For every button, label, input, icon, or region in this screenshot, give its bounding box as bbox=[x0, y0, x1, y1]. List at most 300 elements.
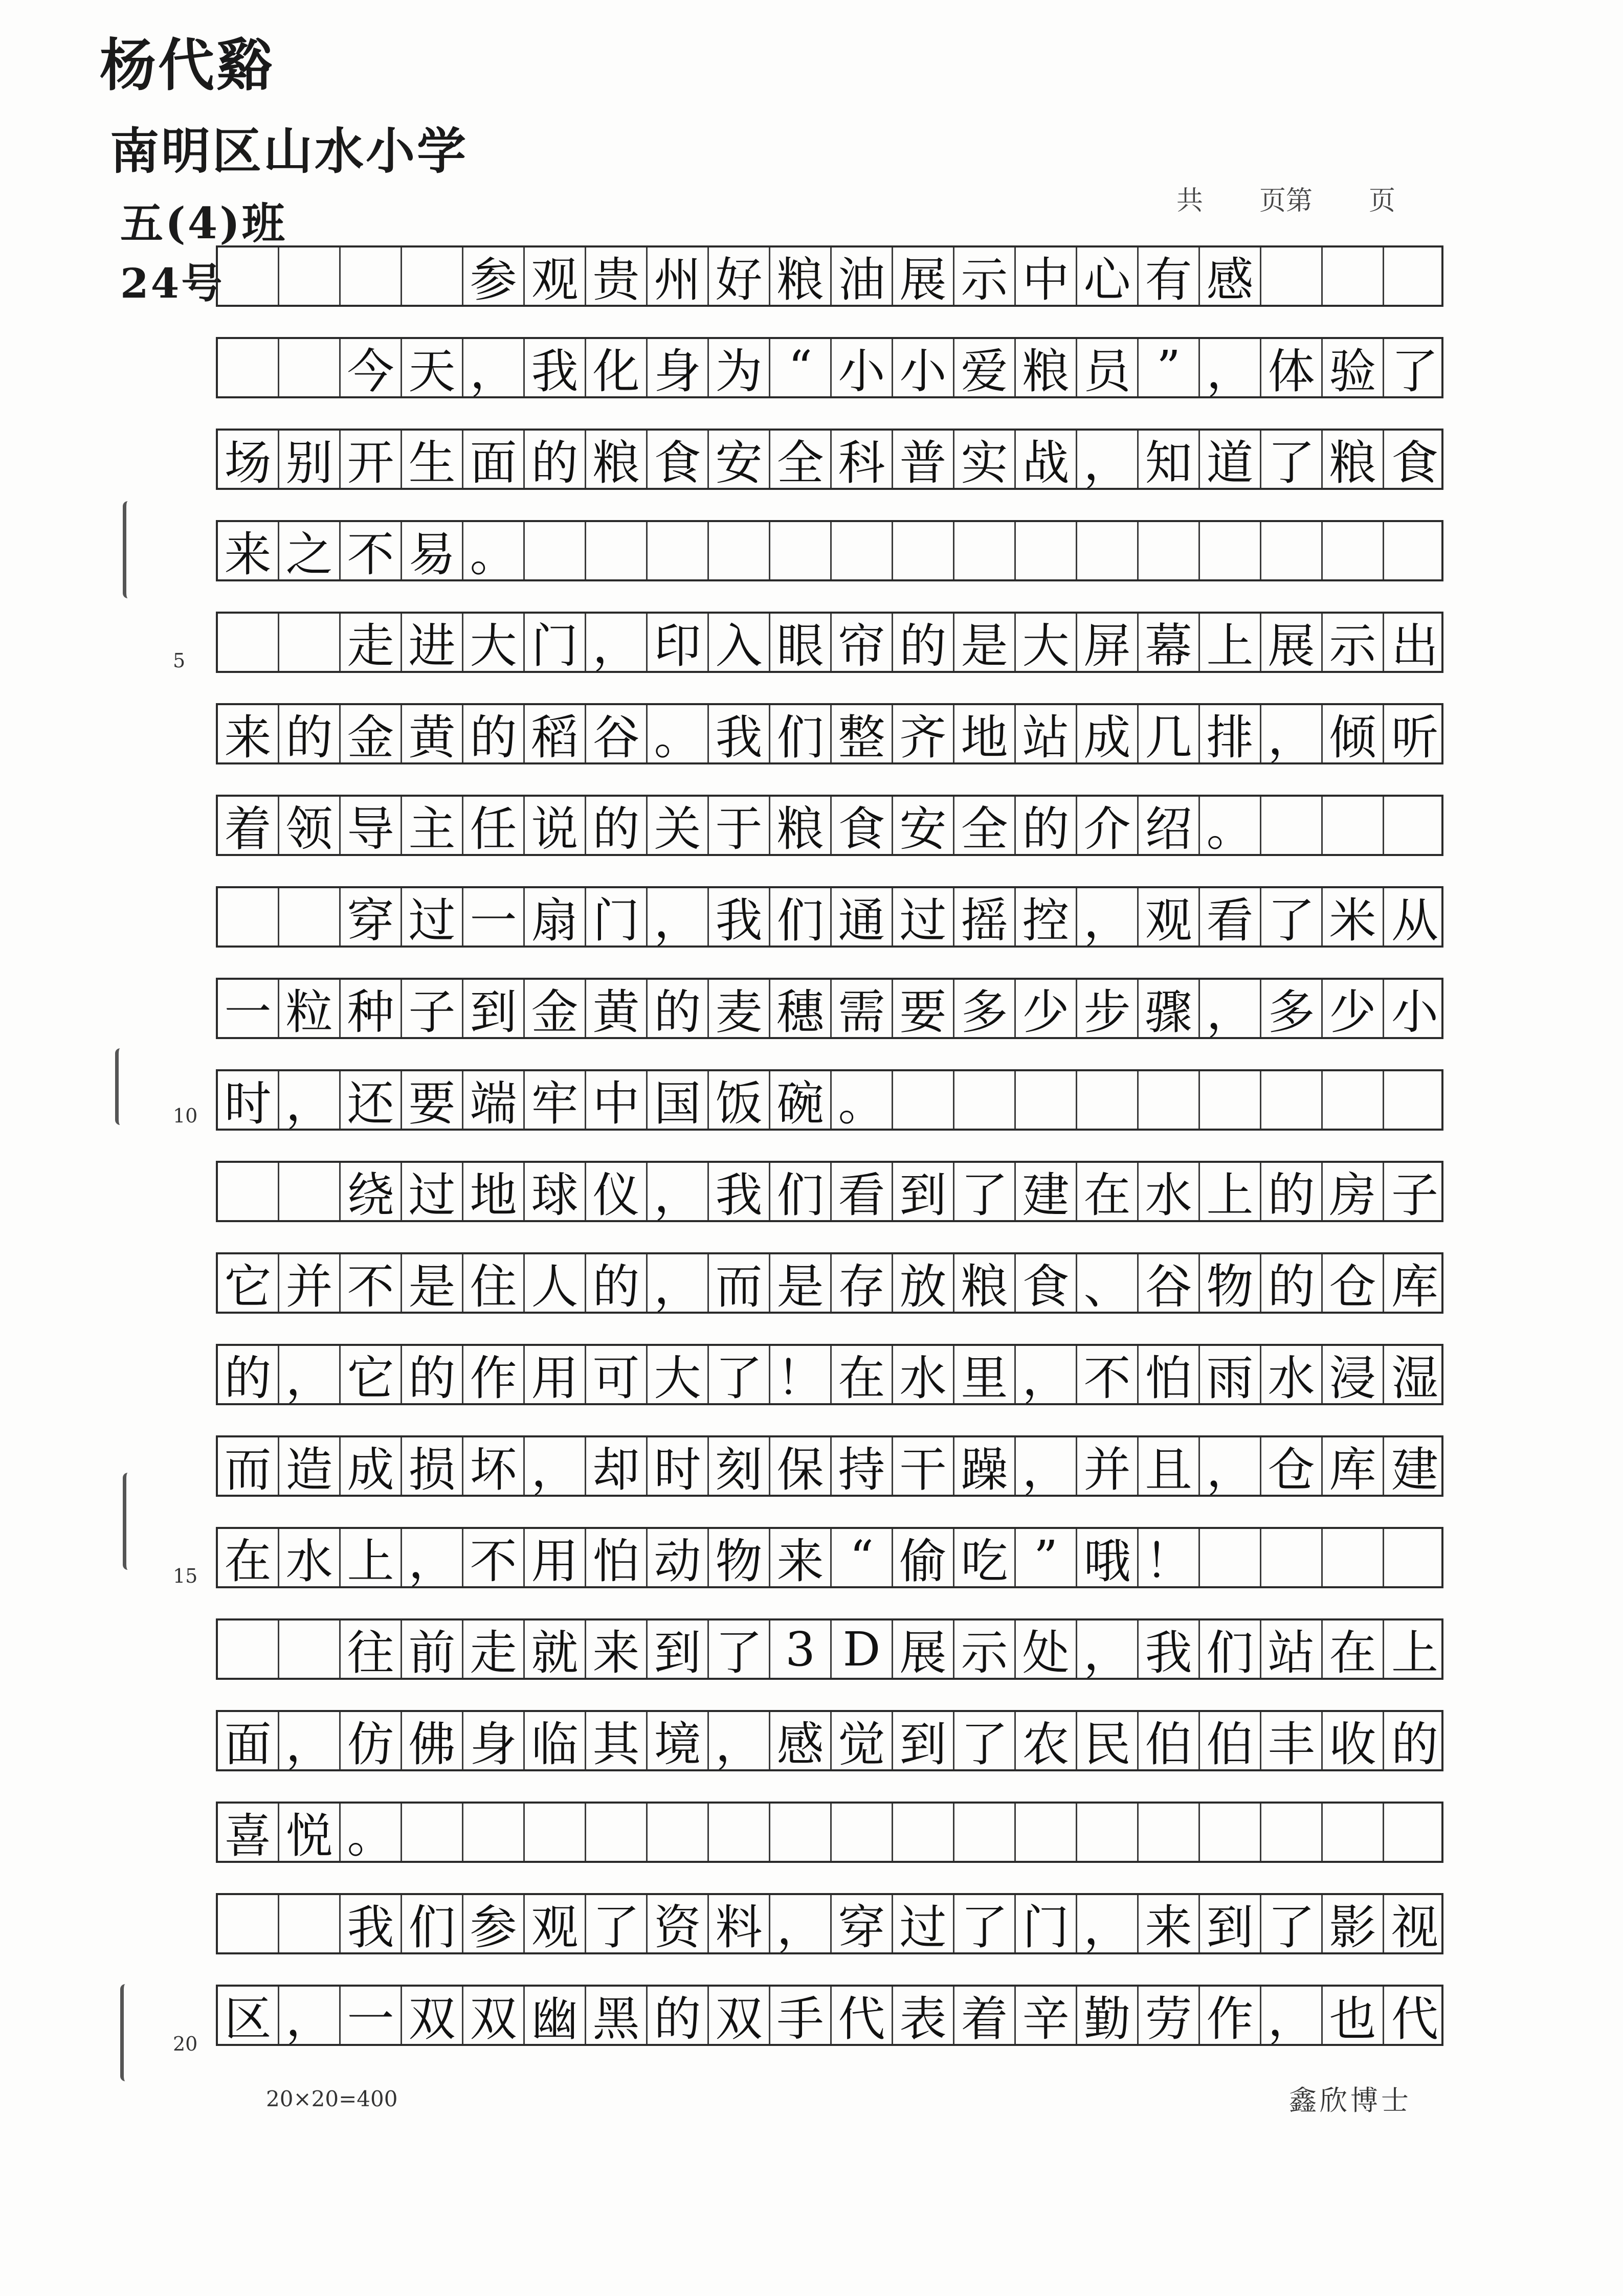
grid-cell: 排 bbox=[1200, 705, 1261, 762]
grid-cell: 民 bbox=[1077, 1712, 1139, 1769]
grid-row bbox=[216, 703, 1443, 764]
grid-cell bbox=[402, 247, 463, 305]
grid-cell bbox=[279, 1895, 341, 1952]
grid-cell: 展 bbox=[893, 1620, 954, 1678]
grid-cell: ， bbox=[525, 1437, 586, 1495]
student-number: 24号 bbox=[120, 259, 225, 307]
grid-cell bbox=[1384, 247, 1446, 305]
grid-cell: 身 bbox=[648, 339, 709, 396]
grid-cell: 是 bbox=[954, 614, 1016, 671]
grid-cell: 绍 bbox=[1139, 797, 1200, 854]
grid-cell bbox=[893, 1071, 954, 1129]
grid-cell: 别 bbox=[279, 431, 341, 488]
grid-cell bbox=[279, 247, 341, 305]
grid-cell: 的 bbox=[463, 705, 525, 762]
grid-cell: 扇 bbox=[525, 888, 586, 946]
grid-cell: 食 bbox=[1391, 436, 1438, 490]
grid-cell: 双 bbox=[463, 1987, 525, 2044]
grid-cell: 怕 bbox=[1139, 1346, 1200, 1403]
grid-cell: 国 bbox=[648, 1071, 709, 1129]
grid-cell: 的 bbox=[586, 1254, 648, 1312]
page-total-label: 共 bbox=[1176, 186, 1204, 216]
grid-row bbox=[216, 1344, 1443, 1405]
grid-cell: 主 bbox=[402, 797, 463, 854]
grid-cell: 着 bbox=[954, 1987, 1016, 2044]
grid-cell: 代 bbox=[1391, 1992, 1438, 2046]
grid-cell: ， bbox=[648, 1254, 709, 1312]
grid-cell: 着 bbox=[218, 797, 279, 854]
grid-cell: 出 bbox=[1391, 619, 1438, 673]
grid-cell: ， bbox=[279, 1987, 341, 2044]
grid-cell bbox=[1323, 247, 1384, 305]
grid-cell bbox=[1200, 1804, 1261, 1861]
grid-cell bbox=[893, 522, 954, 579]
grid-cell: 不 bbox=[463, 1529, 525, 1586]
grid-cell: 我 bbox=[341, 1895, 402, 1952]
grid-cell: 心 bbox=[1077, 247, 1139, 305]
grid-cell: 整 bbox=[832, 705, 893, 762]
grid-cell: ” bbox=[1016, 1529, 1077, 1586]
grid-cell: 不 bbox=[341, 522, 402, 579]
grid-cell: 说 bbox=[525, 797, 586, 854]
grid-cell: 多 bbox=[954, 980, 1016, 1037]
grid-cell: 们 bbox=[402, 1895, 463, 1952]
grid-cell bbox=[218, 339, 279, 396]
grid-cell: 帘 bbox=[832, 614, 893, 671]
grid-cell: 地 bbox=[954, 705, 1016, 762]
grid-cell: 面 bbox=[463, 431, 525, 488]
grid-cell: 摇 bbox=[954, 888, 1016, 946]
grid-cell: 示 bbox=[954, 1620, 1016, 1678]
grid-cell: 、 bbox=[1077, 1254, 1139, 1312]
grid-cell: 时 bbox=[218, 1071, 279, 1129]
grid-cell bbox=[218, 614, 279, 671]
grid-cell: 也 bbox=[1323, 1987, 1384, 2044]
grid-cell: 几 bbox=[1139, 705, 1200, 762]
grid-cell: 米 bbox=[1323, 888, 1384, 946]
grid-cell: 身 bbox=[463, 1712, 525, 1769]
grid-cell: 我 bbox=[709, 888, 770, 946]
grid-cell: 们 bbox=[770, 888, 832, 946]
grid-cell: 浸 bbox=[1323, 1346, 1384, 1403]
grid-cell: 的 bbox=[1016, 797, 1077, 854]
grid-cell: ， bbox=[1077, 1895, 1139, 1952]
page-end-label: 页 bbox=[1369, 186, 1396, 216]
grid-cell: 却 bbox=[586, 1437, 648, 1495]
grid-cell: 仓 bbox=[1323, 1254, 1384, 1312]
grid-cell: 的 bbox=[648, 980, 709, 1037]
grid-cell bbox=[1016, 1071, 1077, 1129]
grid-cell bbox=[1077, 1071, 1139, 1129]
grid-cell: 站 bbox=[1016, 705, 1077, 762]
grid-cell: 看 bbox=[832, 1163, 893, 1220]
grid-cell: 作 bbox=[1200, 1987, 1261, 2044]
grid-cell: 往 bbox=[341, 1620, 402, 1678]
grid-cell: 少 bbox=[1323, 980, 1384, 1037]
grid-cell: 用 bbox=[525, 1529, 586, 1586]
grid-cell: 步 bbox=[1077, 980, 1139, 1037]
grid-cell: 屏 bbox=[1077, 614, 1139, 671]
grid-cell: 觉 bbox=[832, 1712, 893, 1769]
grid-cell: 绕 bbox=[341, 1163, 402, 1220]
grid-cell: 是 bbox=[770, 1254, 832, 1312]
grid-cell: 有 bbox=[1139, 247, 1200, 305]
grid-cell: ， bbox=[1016, 1437, 1077, 1495]
grid-cell: 麦 bbox=[709, 980, 770, 1037]
grid-cell: ” bbox=[1139, 339, 1200, 396]
grid-cell: 普 bbox=[893, 431, 954, 488]
grid-cell: 粒 bbox=[279, 980, 341, 1037]
grid-row bbox=[216, 1710, 1443, 1771]
grid-cell: 了 bbox=[709, 1620, 770, 1678]
grid-cell: ， bbox=[279, 1346, 341, 1403]
grid-cell: 了 bbox=[1261, 888, 1323, 946]
grid-cell: 在 bbox=[1077, 1163, 1139, 1220]
grid-cell bbox=[1323, 522, 1384, 579]
grid-cell bbox=[832, 1804, 893, 1861]
grid-cell: 。 bbox=[832, 1071, 893, 1129]
grid-cell: ， bbox=[586, 614, 648, 671]
grid-cell: 作 bbox=[463, 1346, 525, 1403]
grid-cell: 资 bbox=[648, 1895, 709, 1952]
grid-cell: 境 bbox=[648, 1712, 709, 1769]
grid-cell: 饭 bbox=[709, 1071, 770, 1129]
grid-cell: 示 bbox=[954, 247, 1016, 305]
grid-cell: 入 bbox=[709, 614, 770, 671]
grid-cell: ， bbox=[1261, 705, 1323, 762]
grid-spec: 20×20=400 bbox=[266, 2086, 398, 2111]
grid-cell bbox=[402, 1804, 463, 1861]
grid-cell: 科 bbox=[832, 431, 893, 488]
grid-cell: 水 bbox=[1261, 1346, 1323, 1403]
grid-cell: 体 bbox=[1261, 339, 1323, 396]
grid-cell: 控 bbox=[1016, 888, 1077, 946]
grid-cell bbox=[279, 1620, 341, 1678]
grid-cell: 来 bbox=[1139, 1895, 1200, 1952]
grid-cell bbox=[1261, 1071, 1323, 1129]
grid-cell: ， bbox=[1077, 1620, 1139, 1678]
grid-cell: 哦 bbox=[1077, 1529, 1139, 1586]
grid-cell: 走 bbox=[463, 1620, 525, 1678]
line-number: 10 bbox=[173, 1105, 198, 1127]
grid-cell: 开 bbox=[341, 431, 402, 488]
grid-cell bbox=[1384, 522, 1446, 579]
grid-cell: 门 bbox=[1016, 1895, 1077, 1952]
class-name: 五(4)班 bbox=[120, 198, 287, 249]
grid-cell: 了 bbox=[954, 1163, 1016, 1220]
grid-cell bbox=[1323, 1804, 1384, 1861]
grid-cell: 需 bbox=[832, 980, 893, 1037]
grid-cell bbox=[709, 1804, 770, 1861]
grid-cell bbox=[1261, 1804, 1323, 1861]
grid-cell: 球 bbox=[525, 1163, 586, 1220]
grid-cell: 了 bbox=[586, 1895, 648, 1952]
grid-cell bbox=[832, 522, 893, 579]
grid-cell: 并 bbox=[1077, 1437, 1139, 1495]
grid-cell: 建 bbox=[1016, 1163, 1077, 1220]
grid-cell: 印 bbox=[648, 614, 709, 671]
grid-cell: 到 bbox=[463, 980, 525, 1037]
grid-cell: 走 bbox=[341, 614, 402, 671]
grid-cell: 上 bbox=[1200, 1163, 1261, 1220]
grid-cell bbox=[1016, 1804, 1077, 1861]
grid-cell: 战 bbox=[1016, 431, 1077, 488]
grid-cell: 大 bbox=[1016, 614, 1077, 671]
grid-cell: 粮 bbox=[1016, 339, 1077, 396]
binding-mark bbox=[123, 1473, 134, 1570]
grid-cell: 保 bbox=[770, 1437, 832, 1495]
grid-cell: 了 bbox=[1261, 1895, 1323, 1952]
grid-cell: 任 bbox=[463, 797, 525, 854]
grid-cell: 小 bbox=[832, 339, 893, 396]
grid-cell: 从 bbox=[1391, 893, 1438, 948]
grid-cell: 住 bbox=[463, 1254, 525, 1312]
grid-cell: 湿 bbox=[1391, 1351, 1438, 1406]
grid-cell bbox=[1261, 797, 1323, 854]
grid-cell: 而 bbox=[709, 1254, 770, 1312]
grid-row bbox=[216, 520, 1443, 581]
grid-cell: 金 bbox=[525, 980, 586, 1037]
grid-cell: 齐 bbox=[893, 705, 954, 762]
grid-cell bbox=[463, 1804, 525, 1861]
grid-cell: 在 bbox=[832, 1346, 893, 1403]
grid-cell bbox=[1384, 797, 1446, 854]
grid-cell: 倾 bbox=[1323, 705, 1384, 762]
grid-cell: 道 bbox=[1200, 431, 1261, 488]
grid-row bbox=[216, 886, 1443, 948]
grid-cell: 过 bbox=[893, 1895, 954, 1952]
grid-cell: 了 bbox=[954, 1712, 1016, 1769]
grid-cell: 劳 bbox=[1139, 1987, 1200, 2044]
grid-cell: ， bbox=[1200, 1437, 1261, 1495]
grid-cell: 我 bbox=[525, 339, 586, 396]
grid-cell: 粮 bbox=[770, 797, 832, 854]
grid-cell: 全 bbox=[954, 797, 1016, 854]
grid-cell: 造 bbox=[279, 1437, 341, 1495]
grid-row bbox=[216, 612, 1443, 673]
grid-cell: 水 bbox=[1139, 1163, 1200, 1220]
grid-cell: 过 bbox=[893, 888, 954, 946]
grid-cell: 伯 bbox=[1200, 1712, 1261, 1769]
grid-cell: 水 bbox=[279, 1529, 341, 1586]
grid-cell: 丰 bbox=[1261, 1712, 1323, 1769]
grid-cell bbox=[218, 1163, 279, 1220]
grid-cell: 区 bbox=[218, 1987, 279, 2044]
grid-cell: 干 bbox=[893, 1437, 954, 1495]
grid-cell: 上 bbox=[341, 1529, 402, 1586]
grid-cell: 油 bbox=[832, 247, 893, 305]
grid-cell: 牢 bbox=[525, 1071, 586, 1129]
grid-row bbox=[216, 1161, 1443, 1222]
grid-cell bbox=[1139, 522, 1200, 579]
grid-cell: 幽 bbox=[525, 1987, 586, 2044]
grid-cell: 门 bbox=[525, 614, 586, 671]
grid-cell: 。 bbox=[648, 705, 709, 762]
grid-cell bbox=[279, 1163, 341, 1220]
grid-cell: 感 bbox=[770, 1712, 832, 1769]
grid-cell: 听 bbox=[1391, 710, 1438, 765]
grid-cell: 时 bbox=[648, 1437, 709, 1495]
grid-cell bbox=[1323, 1071, 1384, 1129]
grid-cell: 的 bbox=[402, 1346, 463, 1403]
grid-cell: 要 bbox=[893, 980, 954, 1037]
grid-cell: 观 bbox=[525, 1895, 586, 1952]
grid-cell: ， bbox=[648, 888, 709, 946]
grid-cell: 伯 bbox=[1139, 1712, 1200, 1769]
grid-cell: 展 bbox=[1261, 614, 1323, 671]
grid-cell: ！ bbox=[1139, 1529, 1200, 1586]
grid-cell: 站 bbox=[1261, 1620, 1323, 1678]
grid-cell: 的 bbox=[893, 614, 954, 671]
grid-cell: 爱 bbox=[954, 339, 1016, 396]
grid-cell: 场 bbox=[218, 431, 279, 488]
grid-cell: 成 bbox=[341, 1437, 402, 1495]
grid-cell: 粮 bbox=[586, 431, 648, 488]
grid-cell: “ bbox=[832, 1529, 893, 1586]
grid-cell: 验 bbox=[1323, 339, 1384, 396]
grid-cell: 。 bbox=[463, 522, 525, 579]
grid-cell bbox=[586, 1804, 648, 1861]
grid-cell: ！ bbox=[770, 1346, 832, 1403]
grid-cell: 导 bbox=[341, 797, 402, 854]
grid-cell: 放 bbox=[893, 1254, 954, 1312]
grid-cell: 金 bbox=[341, 705, 402, 762]
grid-cell bbox=[1384, 1071, 1446, 1129]
grid-cell: ， bbox=[279, 1071, 341, 1129]
grid-row bbox=[216, 1893, 1443, 1954]
grid-cell: 大 bbox=[463, 614, 525, 671]
grid-cell: 谷 bbox=[1139, 1254, 1200, 1312]
grid-cell bbox=[954, 1804, 1016, 1861]
grid-cell: 来 bbox=[770, 1529, 832, 1586]
grid-row bbox=[216, 429, 1443, 490]
grid-cell: 且 bbox=[1139, 1437, 1200, 1495]
grid-cell: 双 bbox=[402, 1987, 463, 2044]
grid-row bbox=[216, 1985, 1443, 2046]
grid-cell: 实 bbox=[954, 431, 1016, 488]
grid-cell: 怕 bbox=[586, 1529, 648, 1586]
grid-cell: 食 bbox=[1016, 1254, 1077, 1312]
grid-cell: ， bbox=[463, 339, 525, 396]
grid-cell: 临 bbox=[525, 1712, 586, 1769]
grid-cell: 化 bbox=[586, 339, 648, 396]
grid-cell: 仓 bbox=[1261, 1437, 1323, 1495]
grid-cell: 一 bbox=[218, 980, 279, 1037]
grid-cell: 黄 bbox=[586, 980, 648, 1037]
grid-cell: 可 bbox=[586, 1346, 648, 1403]
grid-row bbox=[216, 337, 1443, 398]
grid-cell: 双 bbox=[709, 1987, 770, 2044]
grid-row bbox=[216, 1069, 1443, 1131]
grid-cell: 知 bbox=[1139, 431, 1200, 488]
grid-cell: 于 bbox=[709, 797, 770, 854]
grid-cell: 地 bbox=[463, 1163, 525, 1220]
line-number: 15 bbox=[173, 1565, 198, 1587]
grid-cell: 并 bbox=[279, 1254, 341, 1312]
grid-cell: 州 bbox=[648, 247, 709, 305]
grid-cell: 来 bbox=[218, 705, 279, 762]
grid-cell bbox=[1200, 522, 1261, 579]
grid-cell: 影 bbox=[1323, 1895, 1384, 1952]
grid-cell bbox=[1323, 797, 1384, 854]
grid-row bbox=[216, 1252, 1443, 1314]
grid-cell: 水 bbox=[893, 1346, 954, 1403]
grid-cell bbox=[648, 522, 709, 579]
grid-cell: ， bbox=[279, 1712, 341, 1769]
school-name: 南明区山水小学 bbox=[110, 122, 468, 180]
grid-cell bbox=[1323, 1529, 1384, 1586]
grid-cell: 里 bbox=[954, 1346, 1016, 1403]
grid-cell: 种 bbox=[341, 980, 402, 1037]
grid-cell: ， bbox=[1077, 888, 1139, 946]
grid-cell: 少 bbox=[1016, 980, 1077, 1037]
grid-cell bbox=[1384, 1529, 1446, 1586]
grid-cell: 损 bbox=[402, 1437, 463, 1495]
grid-cell: 不 bbox=[1077, 1346, 1139, 1403]
grid-cell: 是 bbox=[402, 1254, 463, 1312]
grid-cell: “ bbox=[770, 339, 832, 396]
grid-cell: 成 bbox=[1077, 705, 1139, 762]
grid-cell bbox=[525, 1804, 586, 1861]
grid-cell: 吃 bbox=[954, 1529, 1016, 1586]
grid-row bbox=[216, 1527, 1443, 1588]
grid-cell: 佛 bbox=[402, 1712, 463, 1769]
grid-cell: 们 bbox=[1200, 1620, 1261, 1678]
grid-cell: 的 bbox=[586, 797, 648, 854]
grid-cell: 安 bbox=[893, 797, 954, 854]
grid-cell: 幕 bbox=[1139, 614, 1200, 671]
grid-cell: 表 bbox=[893, 1987, 954, 2044]
grid-cell: 的 bbox=[1261, 1254, 1323, 1312]
grid-cell: 展 bbox=[893, 247, 954, 305]
grid-cell bbox=[1200, 1529, 1261, 1586]
grid-cell: 骤 bbox=[1139, 980, 1200, 1037]
grid-cell: 端 bbox=[463, 1071, 525, 1129]
grid-cell: 库 bbox=[1323, 1437, 1384, 1495]
grid-cell bbox=[1384, 1804, 1446, 1861]
grid-cell: ， bbox=[1261, 1987, 1323, 2044]
grid-cell: 天 bbox=[402, 339, 463, 396]
binding-mark bbox=[120, 1984, 131, 2081]
grid-cell: 房 bbox=[1323, 1163, 1384, 1220]
grid-cell: 收 bbox=[1323, 1712, 1384, 1769]
grid-cell: 不 bbox=[341, 1254, 402, 1312]
student-name: 杨代谿 bbox=[100, 32, 275, 98]
grid-cell: 要 bbox=[402, 1071, 463, 1129]
grid-cell: 的 bbox=[525, 431, 586, 488]
grid-cell: 门 bbox=[586, 888, 648, 946]
grid-cell: 到 bbox=[893, 1712, 954, 1769]
grid-cell: 在 bbox=[218, 1529, 279, 1586]
grid-cell bbox=[341, 247, 402, 305]
grid-cell bbox=[586, 522, 648, 579]
grid-cell: 介 bbox=[1077, 797, 1139, 854]
grid-cell: 在 bbox=[1323, 1620, 1384, 1678]
grid-row bbox=[216, 1618, 1443, 1680]
grid-cell: 就 bbox=[525, 1620, 586, 1678]
grid-cell: 到 bbox=[1200, 1895, 1261, 1952]
grid-cell: 小 bbox=[893, 339, 954, 396]
grid-cell: 躁 bbox=[954, 1437, 1016, 1495]
grid-cell bbox=[1016, 522, 1077, 579]
grid-cell: 3 bbox=[770, 1620, 832, 1678]
grid-cell: 喜 bbox=[218, 1804, 279, 1861]
grid-cell: 代 bbox=[832, 1987, 893, 2044]
grid-cell: 碗 bbox=[770, 1071, 832, 1129]
line-number: 20 bbox=[173, 2033, 198, 2055]
grid-cell: 前 bbox=[402, 1620, 463, 1678]
grid-cell: 仿 bbox=[341, 1712, 402, 1769]
